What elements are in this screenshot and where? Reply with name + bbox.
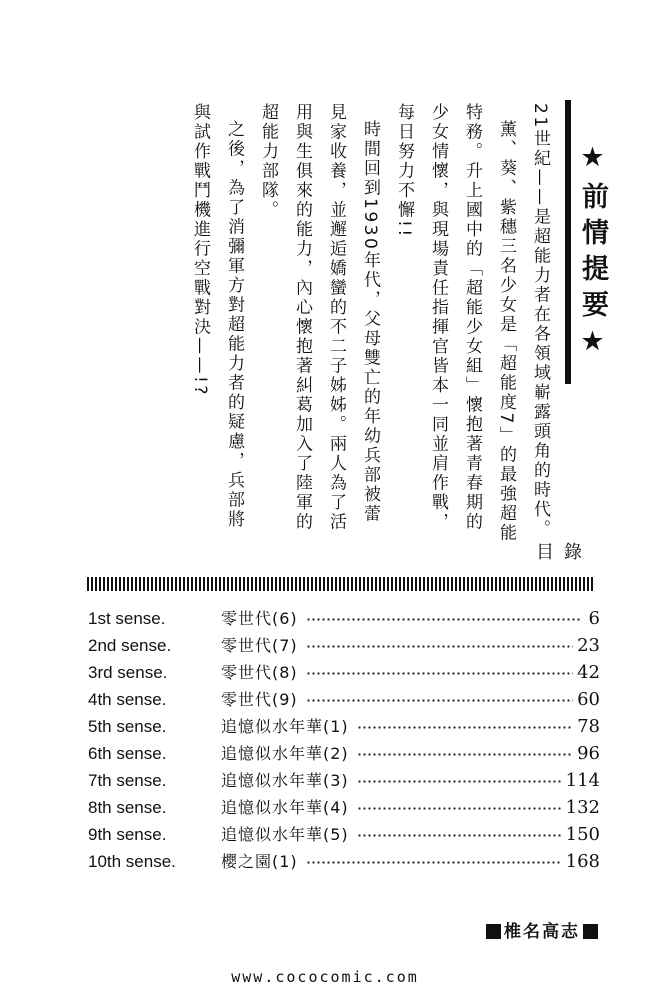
toc-entry-page: 132: [565, 797, 600, 818]
toc-entry-title: 追憶似水年華(5): [221, 825, 349, 844]
toc-entry-sense: 9th sense.: [88, 825, 167, 844]
toc-entry-sense: 1st sense.: [88, 609, 166, 628]
toc-entry: [88, 605, 600, 632]
toc-entry-title: 追憶似水年華(2): [221, 744, 349, 763]
toc-leader-dots: [306, 668, 573, 678]
summary-paragraph: 之後，為了消彌軍方對超能力者的疑慮，兵部將與試作戰鬥機進行空戰對決——!?: [190, 103, 244, 530]
toc-leader-dots: [357, 776, 562, 786]
author-name: 椎名高志: [504, 922, 580, 942]
toc-entry-title: 追憶似水年華(4): [221, 798, 349, 817]
toc-entry-title: 零世代(6): [221, 609, 298, 628]
toc-entry-page: 114: [565, 770, 600, 791]
toc-entry-page: 168: [565, 851, 600, 872]
toc-entry: [88, 740, 600, 767]
url-watermark: www.cococomic.com: [231, 968, 419, 986]
toc-entry-title: 櫻之園(1): [221, 852, 298, 871]
toc-entry-page: 23: [577, 635, 600, 656]
toc-entry-title: 零世代(8): [221, 663, 298, 682]
toc-entry-page: 150: [565, 824, 600, 845]
toc-entry-sense: 10th sense.: [88, 852, 176, 871]
toc-entry-sense: 3rd sense.: [88, 663, 168, 682]
black-square-icon: [583, 924, 598, 939]
toc-leader-dots: [357, 722, 573, 732]
toc-list: [88, 605, 600, 875]
toc-divider: [87, 577, 594, 591]
toc-entry-sense: 5th sense.: [88, 717, 167, 736]
toc-entry-sense: 4th sense.: [88, 690, 167, 709]
toc-entry-sense: 6th sense.: [88, 744, 167, 763]
toc-entry-page: 42: [577, 662, 600, 683]
toc-leader-dots: [306, 614, 582, 624]
toc-leader-dots: [306, 695, 573, 705]
toc-entry-page: 60: [577, 689, 600, 710]
toc-entry-sense: 2nd sense.: [88, 636, 172, 655]
toc-entry-title: 零世代(9): [221, 690, 298, 709]
toc-entry-page: 96: [577, 743, 600, 764]
toc-entry: [88, 632, 600, 659]
toc-leader-dots: [306, 857, 562, 867]
summary-paragraph: 薰、葵、紫穗三名少女是「超能度7」的最強超能特務。升上國中的「超能少女組」懷抱著青春期的少女情懷，與現場責任指揮官皆本一同並肩作戰，每日努力不懈!!: [394, 103, 516, 543]
toc-entry: [88, 686, 600, 713]
toc-heading: 目錄: [536, 542, 592, 563]
summary-paragraph: 時間回到1930年代，父母雙亡的年幼兵部被蕾見家收養，並邂逅嬌蠻的不二子姊姊。兩人為了活用與生俱來的能力，內心懷抱著糾葛加入了陸軍的超能力部隊。: [258, 103, 380, 532]
summary-title: ★前情提要★: [565, 100, 613, 384]
toc-entry: [88, 848, 600, 875]
toc-leader-dots: [306, 641, 573, 651]
toc-entry-title: 零世代(7): [221, 636, 298, 655]
toc-entry: [88, 821, 600, 848]
summary-paragraph: 21世紀——是超能力者在各領域嶄露頭角的時代。: [530, 103, 550, 540]
author-credit: [0, 917, 598, 942]
toc-entry: [88, 713, 600, 740]
toc-entry-sense: 8th sense.: [88, 798, 167, 817]
toc-entry: [88, 767, 600, 794]
toc-entry: [88, 794, 600, 821]
toc-entry: [88, 659, 600, 686]
toc-entry-page: 6: [588, 608, 600, 629]
toc-entry-page: 78: [577, 716, 600, 737]
toc-entry-title: 追憶似水年華(3): [221, 771, 349, 790]
toc-leader-dots: [357, 803, 562, 813]
toc-entry-title: 追憶似水年華(1): [221, 717, 349, 736]
toc-leader-dots: [357, 749, 573, 759]
summary-body: [52, 103, 557, 543]
toc-entry-sense: 7th sense.: [88, 771, 167, 790]
black-square-icon: [486, 924, 501, 939]
toc-leader-dots: [357, 830, 562, 840]
